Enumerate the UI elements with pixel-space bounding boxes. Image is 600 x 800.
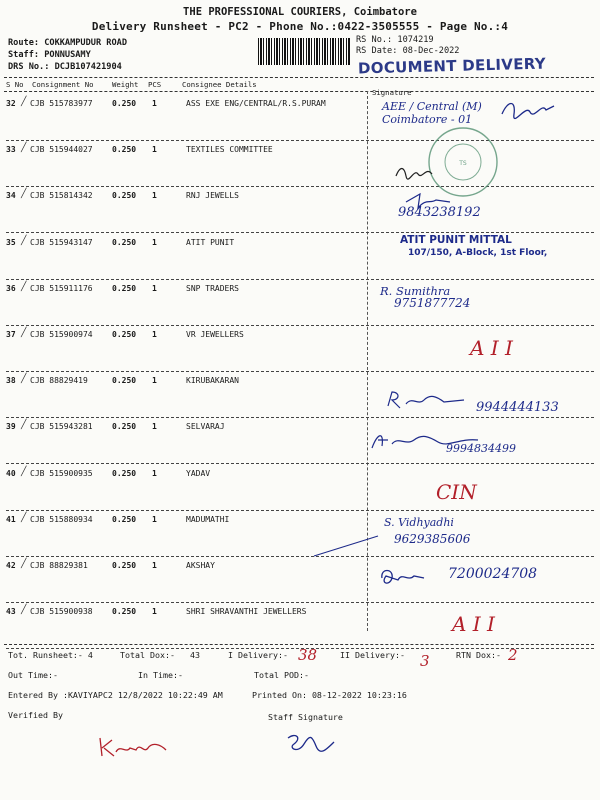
out-time-label: Out Time:- [8,670,58,680]
row33-signature [392,156,482,186]
row-consignee: SHRI SHRAVANTHI JEWELLERS [186,607,307,616]
row-weight: 0.250 [112,515,137,524]
rtn-dox-value: 2 [508,646,518,664]
verifier-signature [96,734,176,762]
row-separator [6,140,594,141]
in-time-label: In Time:- [138,670,183,680]
company-title: THE PROFESSIONAL COURIERS, Coimbatore [183,6,417,18]
row-sno: 35 [6,238,16,247]
row36-name: R. Sumithra [380,284,451,298]
row-consignee: SELVARAJ [186,422,225,431]
row-separator [6,602,594,603]
row-separator [6,232,594,233]
row-tick-mark: ╱ [21,605,27,615]
i-delivery-label: I Delivery:- [228,650,288,660]
row-tick-mark: ╱ [21,374,27,384]
row-weight: 0.250 [112,238,137,247]
row-tick-mark: ╱ [21,467,27,477]
row-consignment: CJB 88829419 [30,376,88,385]
barcode [258,38,350,65]
ii-delivery-label: II Delivery:- [340,650,405,660]
total-pod-label: Total POD:- [254,670,309,680]
row-sno: 37 [6,330,16,339]
row-consignee: SNP TRADERS [186,284,239,293]
row-consignee: MADUMATHI [186,515,230,524]
row-tick-mark: ╱ [21,189,27,199]
row-consignment: CJB 515900974 [30,330,93,339]
row-consignee: AKSHAY [186,561,215,570]
row-tick-mark: ╱ [21,420,27,430]
row-sno: 40 [6,469,16,478]
row37-mark: A I I [470,336,513,360]
row36-phone: 9751877724 [394,296,471,310]
row41-pen-stroke [312,532,382,558]
row-separator [6,463,594,464]
row-consignment: CJB 515943281 [30,422,93,431]
row-separator [6,417,594,418]
header-top-rule [4,77,594,78]
document-delivery-stamp: DOCUMENT DELIVERY [357,54,547,78]
row32-handwritten-note: AEE / Central (M) Coimbatore - 01 [382,100,482,126]
row-sno: 41 [6,515,16,524]
row-separator [6,186,594,187]
row-consignment: CJB 515880934 [30,515,93,524]
row-weight: 0.250 [112,145,137,154]
row-consignment: CJB 515944027 [30,145,93,154]
row-sno: 32 [6,99,16,108]
row-sno: 42 [6,561,16,570]
row-weight: 0.250 [112,561,137,570]
row-weight: 0.250 [112,284,137,293]
row-weight: 0.250 [112,469,137,478]
row42-phone: 7200024708 [448,566,538,582]
row-separator [6,556,594,557]
row-tick-mark: ╱ [21,97,27,107]
row-sno: 43 [6,607,16,616]
row-tick-mark: ╱ [21,143,27,153]
row-weight: 0.250 [112,99,137,108]
row-pcs: 1 [152,99,157,108]
staff-signature [282,730,342,760]
row-sno: 38 [6,376,16,385]
i-delivery-value: 38 [298,646,318,664]
row-pcs: 1 [152,191,157,200]
row39-phone: 9994834499 [446,442,516,455]
drs-number: DRS No.: DCJB107421904 [8,62,122,72]
row40-mark: CIN [436,480,477,504]
col-pcs: PCS [148,80,162,89]
row35-stamp-address: 107/150, A-Block, 1st Floor, [408,248,548,258]
row-sno: 39 [6,422,16,431]
row-consignee: ASS EXE ENG/CENTRAL/R.S.PURAM [186,99,326,108]
row-consignee: VR JEWELLERS [186,330,244,339]
row-consignment: CJB 515943147 [30,238,93,247]
row-consignee: TEXTILES COMMITTEE [186,145,273,154]
row-consignee: ATIT PUNIT [186,238,235,247]
col-weight: Weight [112,80,139,89]
row38-signature [384,388,484,412]
route-label: Route: COKKAMPUDUR ROAD [8,38,127,48]
row-sno: 33 [6,145,16,154]
row-tick-mark: ╱ [21,559,27,569]
printed-on: Printed On: 08-12-2022 10:23:16 [252,690,407,700]
row-pcs: 1 [152,238,157,247]
row-pcs: 1 [152,422,157,431]
row-tick-mark: ╱ [21,236,27,246]
total-dox-value: 43 [190,650,200,660]
row-separator [6,371,594,372]
row-consignee: RNJ JEWELLS [186,191,239,200]
row-sno: 36 [6,284,16,293]
row-sno: 34 [6,191,16,200]
row-separator [6,325,594,326]
tot-runsheet: Tot. Runsheet:- 4 [8,650,93,660]
svg-text:TS: TS [459,160,467,167]
row-consignment: CJB 515814342 [30,191,93,200]
row38-phone: 9944444133 [476,400,559,415]
row-tick-mark: ╱ [21,328,27,338]
col-consignee: Consignee Details [182,80,257,89]
header-bottom-rule [4,91,594,92]
row-tick-mark: ╱ [21,513,27,523]
entered-by: Entered By :KAVIYAPC2 12/8/2022 10:22:49 AM [8,690,223,700]
row-weight: 0.250 [112,376,137,385]
row35-stamp-name: ATIT PUNIT MITTAL [400,234,512,246]
total-dox-label: Total Dox:- [120,650,175,660]
row-consignment: CJB 515783977 [30,99,93,108]
staff-label: Staff: PONNUSAMY [8,50,91,60]
row-weight: 0.250 [112,191,137,200]
row-pcs: 1 [152,561,157,570]
row-pcs: 1 [152,376,157,385]
row-consignee: YADAV [186,469,211,478]
row-separator [6,510,594,511]
row41-name: S. Vidhyadhi [384,516,454,529]
row-consignment: CJB 88829381 [30,561,88,570]
row-pcs: 1 [152,607,157,616]
row-pcs: 1 [152,284,157,293]
rs-number: RS No.: 1074219 [356,35,434,45]
footer-rule [4,644,594,645]
ii-delivery-value: 3 [420,652,430,670]
row-consignment: CJB 515911176 [30,284,93,293]
row34-phone: 9843238192 [398,205,481,220]
rtn-dox-label: RTN Dox:- [456,650,501,660]
staff-signature-label: Staff Signature [268,712,343,722]
row-tick-mark: ╱ [21,282,27,292]
row43-mark: A I I [452,612,495,636]
row-pcs: 1 [152,330,157,339]
row-weight: 0.250 [112,330,137,339]
col-consignment: Consignment No [32,80,94,89]
row41-phone: 9629385606 [394,532,471,546]
rs-date: RS Date: 08-Dec-2022 [356,46,460,56]
row-weight: 0.250 [112,607,137,616]
row-pcs: 1 [152,515,157,524]
verified-by-label: Verified By [8,710,63,720]
row32-signature [498,96,558,126]
runsheet-title: Delivery Runsheet - PC2 - Phone No.:0422-3505555 - Page No.:4 [91,20,509,33]
row-consignment: CJB 515900938 [30,607,93,616]
col-signature: Signature [372,88,412,97]
row-consignment: CJB 515900935 [30,469,93,478]
col-sno: S No [6,80,24,89]
row-pcs: 1 [152,145,157,154]
row-pcs: 1 [152,469,157,478]
row-separator [6,279,594,280]
row42-signature [376,564,436,590]
row-consignee: KIRUBAKARAN [186,376,239,385]
row-weight: 0.250 [112,422,137,431]
